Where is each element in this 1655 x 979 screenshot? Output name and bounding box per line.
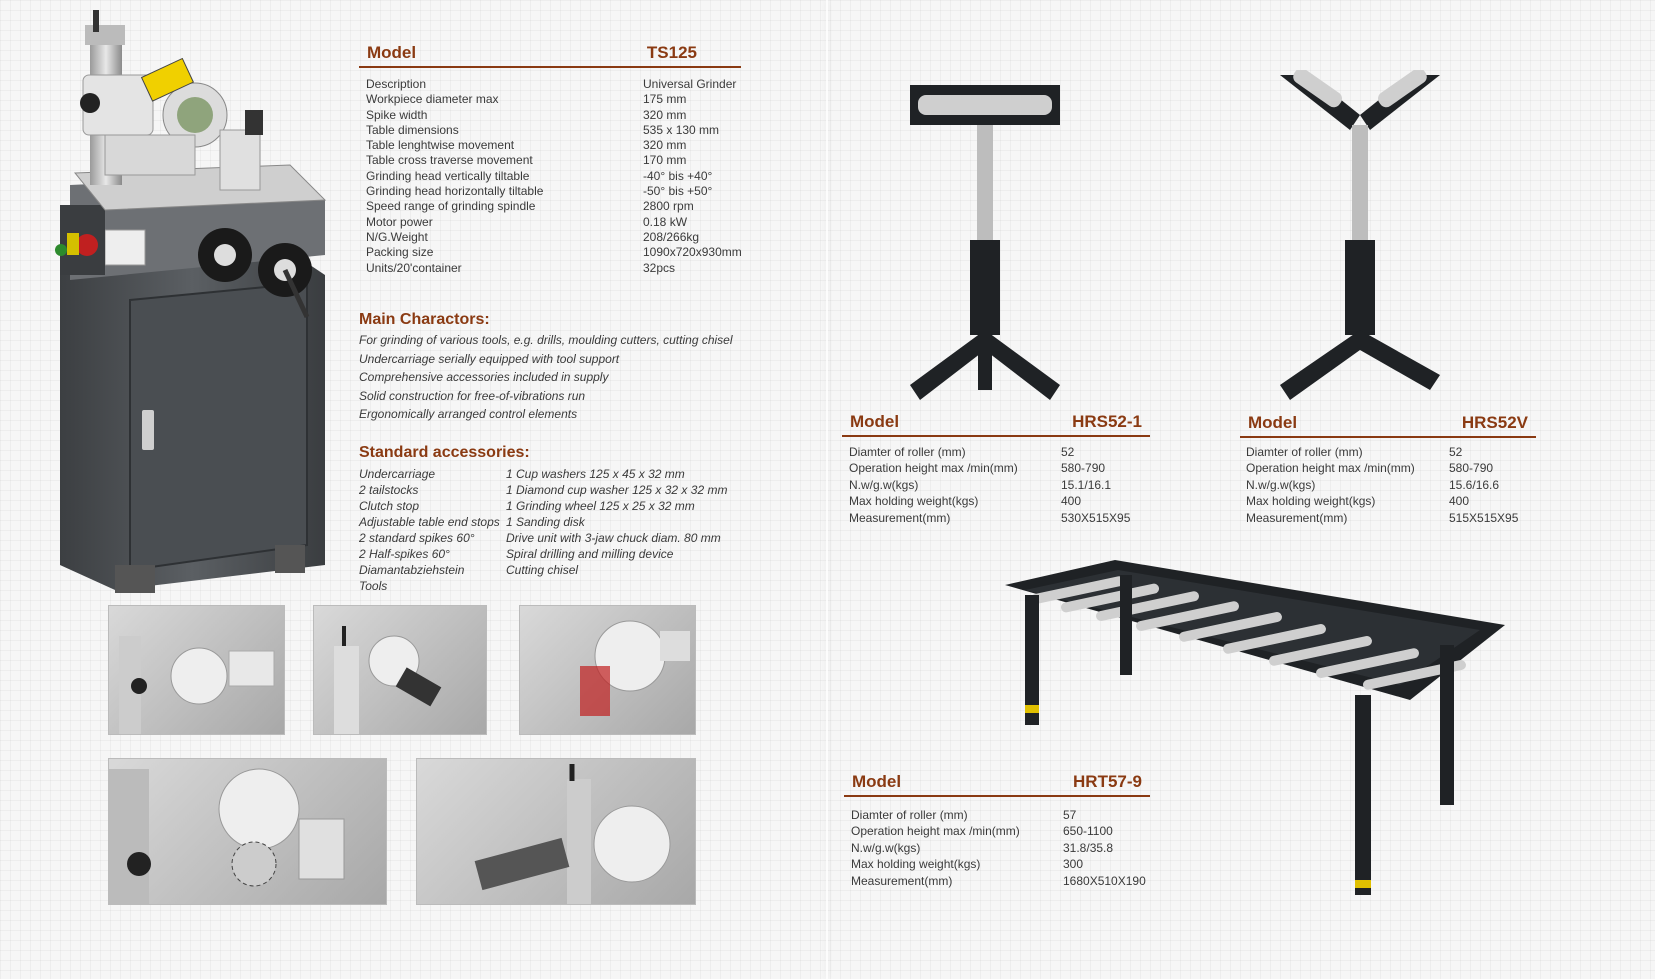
spec-value: Universal Grinder xyxy=(643,77,737,91)
hrs52v-image xyxy=(1270,70,1450,410)
spec-key: Table dimensions xyxy=(366,122,459,137)
hrt57-9-model-name: HRT57-9 xyxy=(1073,772,1142,791)
spec-value: 300 xyxy=(1063,857,1084,872)
spec-value: 57 xyxy=(1063,808,1077,822)
main-characters-item: Undercarriage serially equipped with tool support xyxy=(359,351,620,366)
spec-row xyxy=(366,168,746,183)
accessory-item: Drive unit with 3-jaw chuck diam. 80 mm xyxy=(506,531,721,545)
spec-row xyxy=(366,107,746,122)
spec-row xyxy=(366,214,746,229)
spec-value: 580-790 xyxy=(1449,461,1494,476)
spec-key: Table lenghtwise movement xyxy=(366,138,515,153)
hrs52v-model-header xyxy=(1240,413,1536,438)
spec-row xyxy=(1246,477,1546,493)
hrs52-1-model-header xyxy=(842,412,1150,437)
main-characters-list xyxy=(359,331,779,424)
hrs52v-model-name: HRS52V xyxy=(1461,413,1528,432)
spec-value: 15.1/16.1 xyxy=(1061,477,1112,492)
hrt57-9-model-header xyxy=(844,772,1150,797)
main-characters-title: Main Charactors: xyxy=(359,311,490,328)
spec-row xyxy=(849,444,1149,460)
accessory-item: Diamantabziehstein xyxy=(359,563,465,577)
accessory-item: Spiral drilling and milling device xyxy=(506,547,674,561)
spec-key: N.w/g.w(kgs) xyxy=(849,477,919,492)
spec-key: Diamter of roller (mm) xyxy=(849,445,966,459)
accessory-item: 1 Diamond cup washer 125 x 32 x 32 mm xyxy=(506,483,728,497)
spec-key: Packing size xyxy=(366,245,434,260)
spec-value: 170 mm xyxy=(643,153,687,168)
spec-row xyxy=(366,122,746,137)
accessory-item: Adjustable table end stops xyxy=(359,515,500,529)
spec-row xyxy=(366,152,746,167)
spec-key: Max holding weight(kgs) xyxy=(1246,494,1376,509)
spec-row xyxy=(1246,460,1546,476)
spec-key: Motor power xyxy=(366,214,433,229)
detail-photo-3 xyxy=(519,605,696,735)
spec-key: Table cross traverse movement xyxy=(366,153,533,168)
spec-value: 580-790 xyxy=(1061,461,1106,476)
spec-key: Units/20'container xyxy=(366,260,462,275)
spec-key: Measurement(mm) xyxy=(849,510,951,525)
page-divider xyxy=(826,0,828,979)
spec-key: Operation height max /min(mm) xyxy=(849,461,1018,476)
spec-value: 650-1100 xyxy=(1063,824,1113,839)
hrs52-1-image xyxy=(900,80,1070,410)
spec-value: 400 xyxy=(1449,494,1470,509)
spec-key: Max holding weight(kgs) xyxy=(849,494,979,509)
main-characters-item: Comprehensive accessories included in supply xyxy=(359,370,609,384)
spec-value: -50° bis +50° xyxy=(643,184,713,199)
detail-photo-2-image xyxy=(314,606,486,734)
detail-photo-4-image xyxy=(109,759,386,904)
accessory-item: 2 Half-spikes 60° xyxy=(359,547,450,561)
spec-value: 320 mm xyxy=(643,138,687,153)
spec-value: 535 x 130 mm xyxy=(643,122,720,137)
spec-key: Spike width xyxy=(366,107,428,122)
spec-value: 2800 rpm xyxy=(643,199,694,214)
hrt57-9-spec-table xyxy=(851,807,1171,889)
spec-row xyxy=(851,873,1171,889)
spec-row xyxy=(366,91,746,106)
spec-row xyxy=(851,856,1171,872)
accessory-item: Cutting chisel xyxy=(506,563,579,577)
spec-row xyxy=(366,137,746,152)
spec-value: 515X515X95 xyxy=(1449,510,1519,525)
spec-value: 0.18 kW xyxy=(643,214,688,229)
detail-photo-2 xyxy=(313,605,487,735)
spec-value: -40° bis +40° xyxy=(643,168,713,183)
spec-value: 1090x720x930mm xyxy=(643,245,742,260)
spec-row xyxy=(849,460,1149,476)
spec-key: Description xyxy=(366,77,427,91)
spec-row xyxy=(851,823,1171,839)
standard-accessories-title: Standard accessories: xyxy=(359,444,530,461)
accessory-item: 1 Cup washers 125 x 45 x 32 mm xyxy=(506,467,685,481)
detail-photo-4 xyxy=(108,758,387,905)
spec-value: 52 xyxy=(1449,445,1463,459)
spec-row xyxy=(366,76,746,91)
spec-value: 32pcs xyxy=(643,260,676,275)
accessory-item: Clutch stop xyxy=(359,499,420,513)
spec-row xyxy=(849,510,1149,526)
accessories-left-list xyxy=(359,466,509,594)
ts125-model-label: Model xyxy=(367,43,417,62)
ts125-model-header xyxy=(359,43,741,68)
main-characters-item: Ergonomically arranged control elements xyxy=(359,407,578,421)
spec-key: Diamter of roller (mm) xyxy=(1246,445,1363,459)
spec-value: 52 xyxy=(1061,445,1075,459)
spec-row xyxy=(851,840,1171,856)
spec-key: Measurement(mm) xyxy=(1246,510,1348,525)
spec-key: Measurement(mm) xyxy=(851,873,953,888)
spec-key: N.w/g.w(kgs) xyxy=(1246,477,1316,492)
spec-key: Max holding weight(kgs) xyxy=(851,857,981,872)
spec-row xyxy=(849,493,1149,509)
ts125-spec-table xyxy=(366,76,746,275)
accessory-item: 2 standard spikes 60° xyxy=(359,531,475,545)
spec-value: 1680X510X190 xyxy=(1063,873,1146,888)
spec-row xyxy=(849,477,1149,493)
spec-value: 208/266kg xyxy=(643,229,700,244)
hrs52-1-model-name: HRS52-1 xyxy=(1072,412,1142,431)
spec-row xyxy=(366,198,746,213)
hrs52v-spec-table xyxy=(1246,444,1546,526)
accessory-item: 1 Sanding disk xyxy=(506,515,585,529)
detail-photo-5 xyxy=(416,758,696,905)
detail-photo-3-image xyxy=(520,606,695,734)
spec-row xyxy=(1246,493,1546,509)
main-characters-item: For grinding of various tools, e.g. drills, moulding cutters, cutting chisel xyxy=(359,333,733,347)
spec-value: 530X515X95 xyxy=(1061,510,1131,525)
spec-key: Speed range of grinding spindle xyxy=(366,199,536,214)
detail-photo-1 xyxy=(108,605,285,735)
spec-key: Diamter of roller (mm) xyxy=(851,808,968,822)
spec-key: Operation height max /min(mm) xyxy=(1246,461,1415,476)
spec-key: Workpiece diameter max xyxy=(366,92,499,107)
detail-photo-1-image xyxy=(109,606,284,734)
accessories-right-list xyxy=(506,466,786,578)
hrs52-1-spec-table xyxy=(849,444,1149,526)
main-characters-item: Solid construction for free-of-vibrations run xyxy=(359,388,586,403)
spec-row xyxy=(366,260,746,275)
spec-row xyxy=(366,229,746,244)
ts125-model-name: TS125 xyxy=(646,43,697,62)
hrs52-1-model-label: Model xyxy=(850,412,900,431)
spec-row xyxy=(851,807,1171,823)
spec-key: Operation height max /min(mm) xyxy=(851,824,1020,839)
detail-photo-5-image xyxy=(417,759,695,904)
spec-key: Grinding head horizontally tiltable xyxy=(366,184,544,199)
spec-key: Grinding head vertically tiltable xyxy=(366,168,530,183)
spec-row xyxy=(1246,444,1546,460)
accessory-item: Tools xyxy=(359,579,388,593)
spec-row xyxy=(366,244,746,259)
hrt57-9-model-label: Model xyxy=(852,772,902,791)
accessory-item: 2 tailstocks xyxy=(359,483,419,497)
spec-key: N/G.Weight xyxy=(366,229,428,244)
spec-row xyxy=(366,183,746,198)
spec-value: 31.8/35.8 xyxy=(1063,840,1114,855)
accessory-item: 1 Grinding wheel 125 x 25 x 32 mm xyxy=(506,499,695,513)
spec-row xyxy=(1246,510,1546,526)
spec-value: 320 mm xyxy=(643,107,687,122)
spec-key: N.w/g.w(kgs) xyxy=(851,840,921,855)
spec-value: 400 xyxy=(1061,494,1082,509)
accessory-item: Undercarriage xyxy=(359,467,436,481)
spec-value: 15.6/16.6 xyxy=(1449,477,1500,492)
spec-value: 175 mm xyxy=(643,92,687,107)
ts125-machine-image xyxy=(45,5,335,600)
hrs52v-model-label: Model xyxy=(1248,413,1298,432)
